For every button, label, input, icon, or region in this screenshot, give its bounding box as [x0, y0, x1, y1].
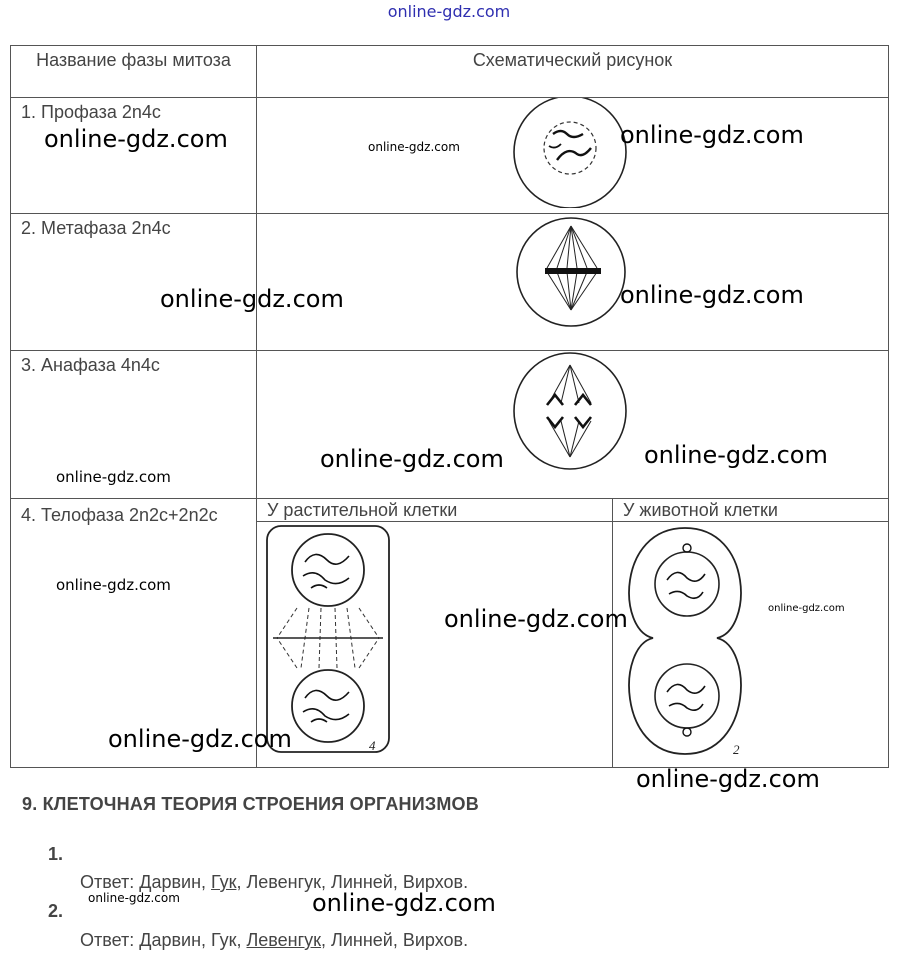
animal-figure-number: 2	[733, 742, 740, 757]
watermark: online-gdz.com	[312, 889, 496, 917]
watermark: online-gdz.com	[160, 285, 344, 313]
watermark: online-gdz.com	[56, 468, 171, 486]
animal-telophase-figure	[613, 522, 888, 762]
watermark: online-gdz.com	[44, 125, 228, 153]
watermark: online-gdz.com	[88, 891, 180, 905]
watermark: online-gdz.com	[620, 281, 804, 309]
anaphase-figure-cell	[257, 351, 889, 499]
top-watermark: online-gdz.com	[387, 2, 511, 21]
watermark: online-gdz.com	[56, 576, 171, 594]
telophase-plant-cell	[257, 499, 613, 768]
phase-telophase: 4. Телофаза 2n2c+2n2c	[21, 505, 218, 525]
prophase-figure	[257, 98, 887, 208]
watermark: online-gdz.com	[368, 140, 460, 154]
watermark: online-gdz.com	[768, 603, 845, 614]
question-number: 1.	[48, 844, 64, 864]
answer-2: Ответ: Дарвин, Гук, Левенгук, Линней, Вирхов.	[80, 930, 469, 950]
plant-telophase-figure	[257, 522, 612, 762]
header-scheme: Схематический рисунок	[257, 46, 889, 98]
phase-metaphase: 2. Метафаза 2n4c	[11, 214, 257, 351]
header-phase-name: Название фазы митоза	[11, 46, 257, 98]
watermark: online-gdz.com	[320, 445, 504, 473]
phase-anaphase: 3. Анафаза 4n4c	[11, 351, 257, 499]
section-title: 9. КЛЕТОЧНАЯ ТЕОРИЯ СТРОЕНИЯ ОРГАНИЗМОВ	[22, 794, 479, 814]
question-number: 2.	[48, 901, 64, 921]
telophase-animal-cell	[613, 499, 889, 768]
watermark: online-gdz.com	[444, 605, 628, 633]
underlined-answer: Левенгук	[246, 930, 322, 950]
plant-figure-number: 4	[369, 738, 376, 753]
answer-1: Ответ: Дарвин, Гук, Левенгук, Линней, Вирхов.	[80, 872, 469, 892]
watermark: online-gdz.com	[636, 765, 820, 793]
prophase-figure-cell	[257, 98, 889, 214]
animal-cell-header: У животной клетки	[613, 499, 888, 522]
watermark: online-gdz.com	[620, 121, 804, 149]
watermark: online-gdz.com	[644, 441, 828, 469]
underlined-answer: Гук	[211, 872, 237, 892]
phase-prophase: 1. Профаза 2n4c	[11, 98, 257, 214]
plant-cell-header: У растительной клетки	[257, 499, 612, 522]
metaphase-figure	[257, 214, 887, 345]
watermark: online-gdz.com	[108, 725, 292, 753]
